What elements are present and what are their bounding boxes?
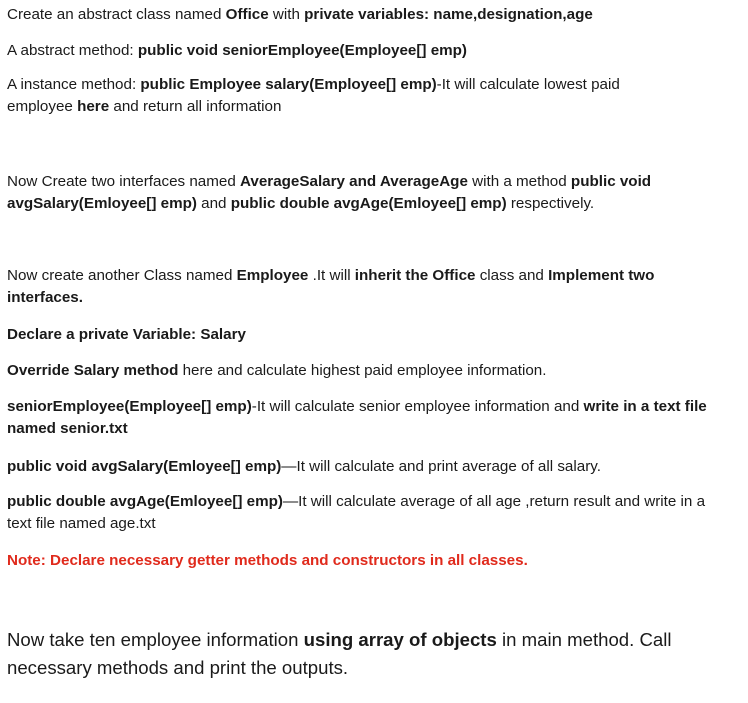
text-segment-bold: Office [225, 6, 269, 23]
text-segment-bold: seniorEmployee(Employee[] emp) [7, 398, 252, 415]
note-paragraph [7, 550, 528, 572]
paragraph-interfaces [7, 171, 707, 215]
paragraph-employee-class [7, 265, 712, 309]
paragraph-senior-employee [7, 396, 717, 440]
text-segment: Now create another Class named [7, 267, 237, 284]
text-segment-bold: private variables: name,designation,age [304, 6, 593, 23]
paragraph-avg-salary [7, 456, 601, 478]
text-segment-bold: public void avgSalary(Emloyee[] emp) [7, 458, 282, 475]
text-segment-bold: public double avgAge(Emloyee[] emp) [230, 195, 507, 212]
text-segment-bold: public double avgAge(Emloyee[] emp) [7, 493, 283, 510]
text-segment: A abstract method: [7, 42, 138, 59]
text-segment: —It will calculate average of all age ,return result and write in a text file named age.txt [7, 493, 706, 532]
text-segment: A instance method: [7, 76, 141, 93]
paragraph-avg-age [7, 491, 707, 535]
text-segment: with a method [467, 173, 571, 190]
text-segment: with [268, 6, 305, 23]
text-segment: in main method. Call necessary methods and print the outputs. [7, 629, 672, 678]
paragraph-instance-method [7, 74, 677, 118]
text-segment-bold: Employee [236, 267, 309, 284]
text-segment-bold: write in a text file named senior.txt [7, 398, 707, 437]
text-segment: Now take ten employee information [7, 629, 304, 650]
text-segment: Create an abstract class named [7, 6, 226, 23]
text-segment: and [196, 195, 231, 212]
text-segment: -It will calculate senior employee information and [251, 398, 584, 415]
paragraph-main-method [7, 626, 707, 682]
text-segment-bold: Implement two interfaces. [7, 267, 655, 306]
paragraph-salary-variable [7, 324, 246, 346]
text-segment: respectively. [506, 195, 595, 212]
text-segment: and return all information [109, 98, 282, 115]
text-segment: here and calculate highest paid employee information. [178, 362, 547, 379]
note-text: Note: Declare necessary getter methods and constructors in all classes. [7, 552, 528, 569]
text-segment-bold: inherit the Office [354, 267, 476, 284]
text-segment-bold: Override Salary method [7, 362, 179, 379]
text-segment: Now Create two interfaces named [7, 173, 240, 190]
text-segment: -It will calculate lowest paid employee [7, 76, 620, 115]
text-segment-bold: using array of objects [303, 629, 497, 650]
text-segment-bold: public Employee salary(Employee[] emp) [140, 76, 437, 93]
paragraph-office-class [7, 4, 593, 26]
text-segment-bold: public void seniorEmployee(Employee[] emp) [137, 42, 467, 59]
text-segment: —It will calculate and print average of all salary. [281, 458, 601, 475]
paragraph-override-salary [7, 360, 546, 382]
text-segment-bold: Declare a private Variable: Salary [7, 326, 246, 343]
text-segment-bold: AverageSalary and AverageAge [239, 173, 468, 190]
text-segment-bold: public void avgSalary(Emloyee[] emp) [7, 173, 652, 212]
paragraph-abstract-method [7, 40, 467, 62]
text-segment-bold: here [77, 98, 110, 115]
text-segment: .It will [308, 267, 355, 284]
text-segment: class and [475, 267, 549, 284]
